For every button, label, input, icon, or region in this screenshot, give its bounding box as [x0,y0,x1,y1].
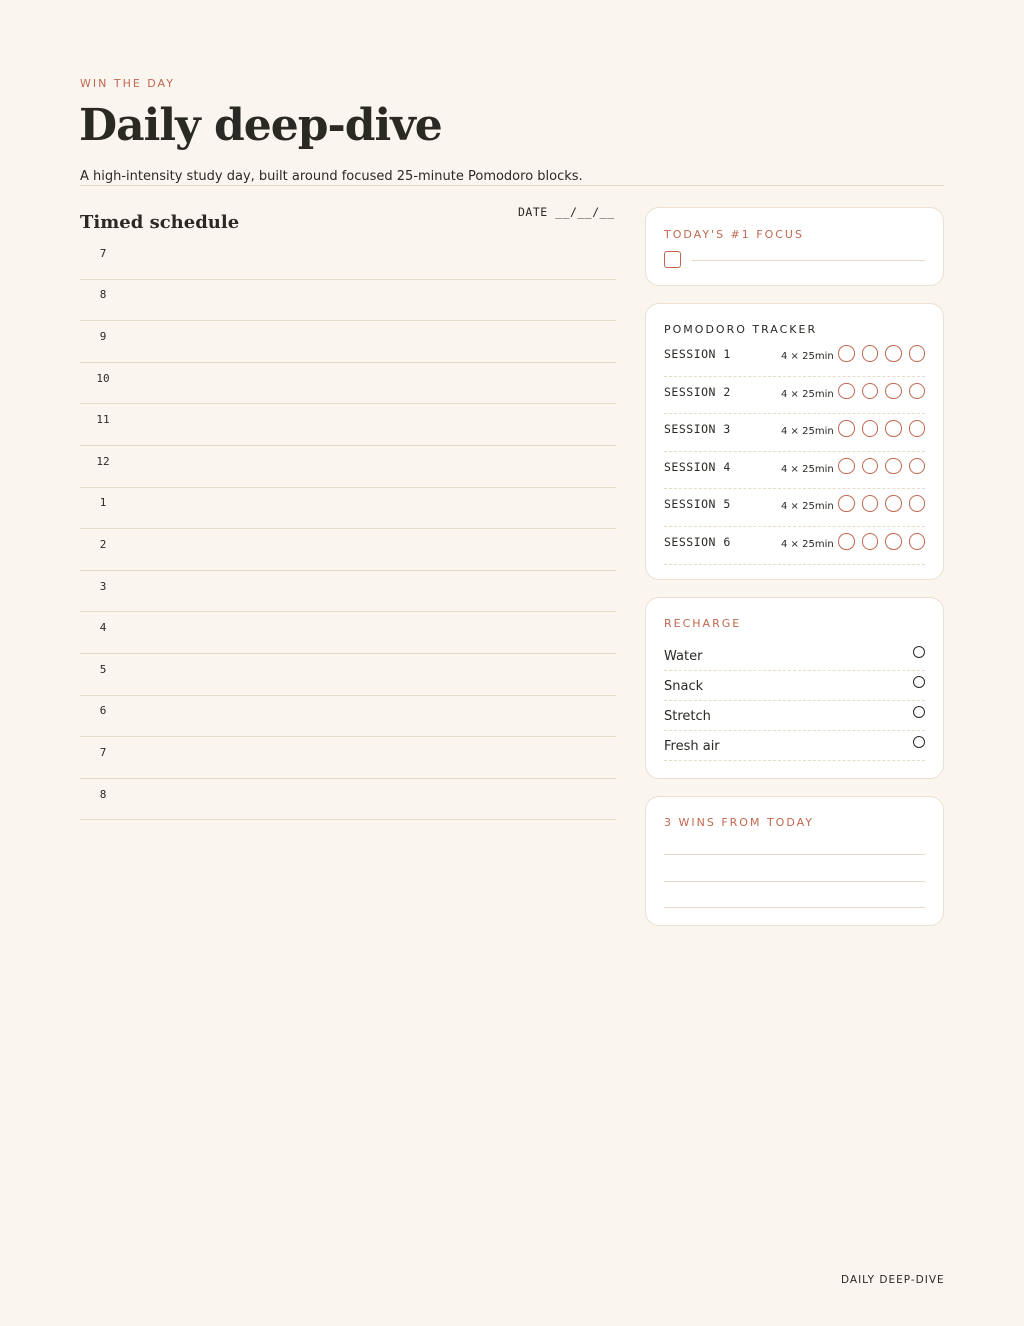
session-tracker [838,383,925,400]
pomodoro-card [645,303,944,580]
wins-label: 3 WINS FROM TODAY [664,816,814,829]
pomodoro-circle[interactable] [909,420,926,437]
session-tracker [838,458,925,475]
hour-label: 7 [99,745,107,759]
schedule-row[interactable] [80,238,616,280]
pomodoro-circle[interactable] [838,383,855,400]
schedule-row[interactable] [80,571,616,613]
schedule-row[interactable] [80,737,616,779]
pomodoro-circle[interactable] [885,345,902,362]
pomodoro-circle[interactable] [862,458,879,475]
schedule-row[interactable] [80,488,616,530]
session-tracker [838,495,925,512]
hour-label: 3 [99,579,107,593]
recharge-item-label: Stretch [664,709,711,724]
recharge-check-circle[interactable] [913,676,925,688]
hour-label: 9 [99,329,107,343]
wins-card [645,796,944,926]
recharge-item [664,641,925,671]
focus-label: TODAY'S #1 FOCUS [664,228,804,241]
pomodoro-circle[interactable] [838,495,855,512]
recharge-card [645,597,944,779]
session-name: SESSION 5 [664,497,731,512]
schedule-row[interactable] [80,404,616,446]
session-duration: 4 × 25min [781,501,834,513]
focus-write-line[interactable] [692,260,925,261]
pomodoro-circle[interactable] [885,533,902,550]
pomodoro-circle[interactable] [909,495,926,512]
win-write-line[interactable] [664,881,925,882]
pomodoro-circle[interactable] [862,420,879,437]
schedule-row[interactable] [80,280,616,322]
hour-label: 2 [99,537,107,551]
hour-label: 8 [99,787,107,801]
hour-label: 6 [99,704,107,718]
pomodoro-circle[interactable] [838,533,855,550]
pomodoro-session-row [664,339,925,377]
pomodoro-circle[interactable] [909,383,926,400]
pomodoro-circle[interactable] [862,495,879,512]
pomodoro-circle[interactable] [862,533,879,550]
session-name: SESSION 3 [664,422,731,437]
eyebrow: WIN THE DAY [80,77,175,90]
session-duration: 4 × 25min [781,351,834,362]
schedule-row[interactable] [80,779,616,821]
recharge-item [664,731,925,761]
schedule-row[interactable] [80,529,616,571]
pomodoro-label: POMODORO TRACKER [664,323,818,336]
session-tracker [838,420,925,437]
recharge-item-label: Fresh air [664,739,720,754]
pomodoro-circle[interactable] [885,383,902,400]
pomodoro-circle[interactable] [885,420,902,437]
pomodoro-session-row [664,489,925,527]
session-duration: 4 × 25min [781,463,834,475]
session-duration: 4 × 25min [781,539,834,550]
pomodoro-circle[interactable] [838,458,855,475]
session-duration: 4 × 25min [781,426,834,438]
pomodoro-circle[interactable] [862,383,879,400]
date-field[interactable]: DATE __/__/__ [518,205,615,219]
hour-label: 7 [99,246,107,260]
win-write-line[interactable] [664,854,925,855]
schedule-list [80,238,616,820]
pomodoro-circle[interactable] [838,345,855,362]
recharge-item-label: Snack [664,679,704,694]
recharge-check-circle[interactable] [913,706,925,718]
pomodoro-session-row [664,452,925,490]
pomodoro-circle[interactable] [909,458,926,475]
hour-label: 4 [99,621,107,635]
recharge-check-circle[interactable] [913,736,925,748]
schedule-row[interactable] [80,363,616,405]
pomodoro-session-row [664,377,925,415]
schedule-row[interactable] [80,446,616,488]
session-tracker [838,345,925,362]
session-tracker [838,533,925,550]
session-name: SESSION 6 [664,535,731,549]
header-divider [80,185,944,186]
pomodoro-circle[interactable] [909,533,926,550]
pomodoro-circle[interactable] [885,495,902,512]
win-write-line[interactable] [664,907,925,908]
page-subtitle: A high-intensity study day, built around focused 25-minute Pomodoro blocks. [80,169,583,184]
pomodoro-circle[interactable] [909,345,926,362]
pomodoro-session-row [664,414,925,452]
schedule-row[interactable] [80,321,616,363]
pomodoro-circle[interactable] [862,345,879,362]
schedule-row[interactable] [80,696,616,738]
hour-label: 5 [99,662,107,676]
recharge-check-circle[interactable] [913,646,925,658]
hour-label: 10 [96,371,110,385]
focus-card [645,207,944,286]
hour-label: 11 [96,413,110,427]
hour-label: 1 [99,496,107,510]
recharge-label: RECHARGE [664,617,742,630]
footer-label: DAILY DEEP-DIVE [841,1274,945,1286]
session-name: SESSION 1 [664,347,731,361]
hour-label: 12 [96,454,110,468]
session-name: SESSION 2 [664,384,731,399]
session-duration: 4 × 25min [781,388,834,400]
schedule-title: Timed schedule [80,212,240,233]
recharge-item-label: Water [664,649,703,664]
schedule-row[interactable] [80,654,616,696]
page-title: Daily deep-dive [79,100,442,151]
pomodoro-session-row [664,527,925,565]
session-name: SESSION 4 [664,459,731,474]
focus-checkbox[interactable] [664,251,681,268]
recharge-item [664,701,925,731]
pomodoro-circle[interactable] [885,458,902,475]
pomodoro-circle[interactable] [838,420,855,437]
hour-label: 8 [99,288,107,302]
recharge-item [664,671,925,701]
schedule-row[interactable] [80,612,616,654]
